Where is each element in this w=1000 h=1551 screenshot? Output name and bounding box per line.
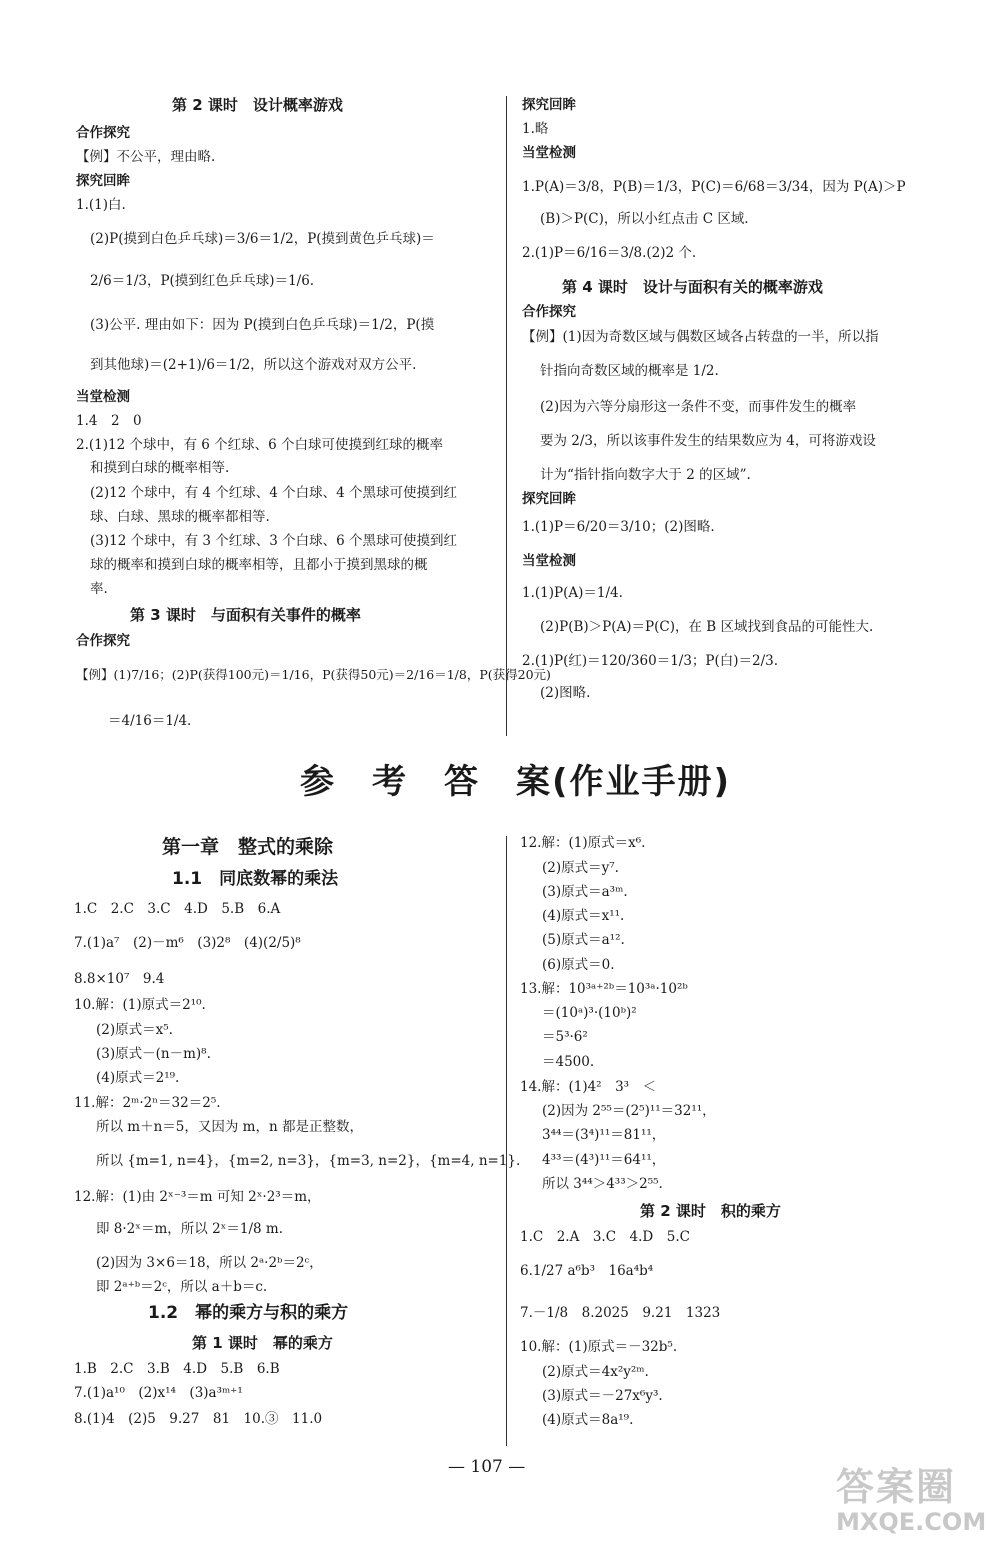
text-line: 和摸到白球的概率相等. (90, 460, 230, 476)
section-heading: 探究回眸 (522, 491, 576, 507)
section-heading: 探究回眸 (76, 173, 130, 189)
text-line: 【例】(1)因为奇数区域与偶数区域各占转盘的一半，所以指 (522, 329, 879, 345)
text-line: 即 8·2ˣ＝m，所以 2ˣ＝1/8 m. (96, 1221, 283, 1237)
text-line: 12.解：(1)由 2ˣ⁻³＝m 可知 2ˣ·2³＝m， (74, 1189, 321, 1205)
lesson-2-title: 第 2 课时 设计概率游戏 (172, 96, 343, 114)
text-line: 8.(1)4 (2)5 9.27 81 10.③ 11.0 (74, 1411, 323, 1427)
section-heading: 当堂检测 (522, 553, 576, 569)
text-line: 1.B 2.C 3.B 4.D 5.B 6.B (74, 1361, 280, 1377)
text-line: 7.(1)a⁷ (2)－m⁶ (3)2⁸ (4)(2/5)⁸ (74, 935, 301, 951)
text-line: 1.(1)P(A)＝1/4. (522, 585, 623, 601)
text-line: (4)原式＝x¹¹. (542, 908, 625, 924)
text-line: 10.解：(1)原式＝－32b⁵. (520, 1339, 678, 1355)
text-line: 1.4 2 0 (76, 413, 142, 429)
text-line: ＝5³·6² (542, 1029, 588, 1045)
text-line: 2/6＝1/3，P(摸到红色乒乓球)＝1/6. (90, 273, 315, 289)
lesson-3-title: 第 3 课时 与面积有关事件的概率 (130, 606, 361, 624)
answer-banner: 参 考 答 案(作业手册) (300, 762, 732, 802)
text-line: 球的概率和摸到白球的概率相等，且都小于摸到黑球的概 (90, 557, 428, 573)
text-line: 即 2ᵃ⁺ᵇ＝2ᶜ，所以 a＋b＝c. (96, 1279, 268, 1295)
text-line: (2)12 个球中，有 4 个红球、4 个白球、4 个黑球可使摸到红 (90, 485, 458, 501)
text-line: 计为“指针指向数字大于 2 的区域”. (540, 467, 751, 483)
text-line: 13.解：10³ᵃ⁺²ᵇ＝10³ᵃ·10²ᵇ (520, 981, 688, 997)
text-line: (2)P(摸到白色乒乓球)＝3/6＝1/2，P(摸到黄色乒乓球)＝ (90, 231, 435, 247)
text-line: (3)原式－(n－m)⁸. (96, 1046, 211, 1062)
text-line: 7.－1/8 8.2025 9.21 1323 (520, 1305, 721, 1321)
text-line: 8.8×10⁷ 9.4 (74, 971, 165, 987)
chapter-title: 第一章 整式的乘除 (162, 836, 334, 858)
text-line: (6)原式＝0. (542, 957, 615, 973)
text-line: 1.C 2.A 3.C 4.D 5.C (520, 1229, 690, 1245)
text-line: 1.略 (522, 121, 549, 137)
text-line: 【例】不公平，理由略. (76, 149, 216, 165)
page-number: — 107 — (448, 1457, 526, 1477)
section-1-1-title: 1.1 同底数幂的乘法 (172, 869, 339, 889)
lesson-4-title: 第 4 课时 设计与面积有关的概率游戏 (562, 278, 823, 296)
text-line: (2)P(B)＞P(A)＝P(C)，在 B 区域找到食品的可能性大. (540, 619, 874, 635)
column-divider (506, 96, 507, 736)
text-line: (4)原式＝2¹⁹. (96, 1070, 180, 1086)
text-line: 1.(1)白. (76, 197, 126, 213)
text-line: 【例】(1)7/16；(2)P(获得100元)＝1/16，P(获得50元)＝2/16＝1/8，P(获得20元) (76, 667, 551, 682)
text-line: 11.解：2ᵐ·2ⁿ＝32＝2⁵. (74, 1095, 221, 1111)
text-line: ＝(10ᵃ)³·(10ᵇ)² (542, 1005, 637, 1021)
text-line: 1.P(A)＝3/8，P(B)＝1/3，P(C)＝6/68＝3/34，因为 P(A)＞P (522, 179, 906, 195)
section-heading: 合作探究 (76, 633, 130, 649)
text-line: 所以 {m=1, n=4}，{m=2, n=3}，{m=3, n=2}，{m=4, n=1}. (96, 1153, 521, 1169)
text-line: 到其他球)＝(2+1)/6＝1/2，所以这个游戏对双方公平. (90, 357, 417, 373)
text-line: 10.解：(1)原式＝2¹⁰. (74, 997, 206, 1013)
text-line: (B)＞P(C)，所以小红点击 C 区域. (540, 211, 749, 227)
text-line: (2)原式＝y⁷. (542, 860, 619, 876)
watermark-url: MXQE.COM (836, 1508, 987, 1536)
text-line: 3⁴⁴＝(3⁴)¹¹＝81¹¹， (542, 1127, 666, 1143)
lesson-1-title: 第 1 课时 幂的乘方 (192, 1334, 333, 1352)
text-line: (2)因为 3×6＝18，所以 2ᵃ·2ᵇ＝2ᶜ， (96, 1255, 323, 1271)
text-line: (3)原式＝a³ᵐ. (542, 884, 628, 900)
section-1-2-title: 1.2 幂的乘方与积的乘方 (148, 1303, 349, 1323)
lesson-2b-title: 第 2 课时 积的乘方 (640, 1202, 781, 1220)
section-heading: 合作探究 (76, 125, 130, 141)
section-heading: 合作探究 (522, 304, 576, 320)
text-line: (5)原式＝a¹². (542, 932, 625, 948)
text-line: 7.(1)a¹⁰ (2)x¹⁴ (3)a³ᵐ⁺¹ (74, 1385, 243, 1401)
text-line: (2)原式＝4x²y²ᵐ. (542, 1364, 649, 1380)
text-line: 2.(1)P(红)＝120/360＝1/3；P(白)＝2/3. (522, 653, 779, 669)
column-divider (506, 836, 507, 1446)
text-line: 4³³＝(4³)¹¹＝64¹¹， (542, 1152, 666, 1168)
text-line: 球、白球、黑球的概率都相等. (90, 509, 270, 525)
text-line: 6.1/27 a⁶b³ 16a⁴b⁴ (520, 1263, 654, 1279)
text-line: ＝4/16＝1/4. (108, 713, 192, 729)
text-line: (2)图略. (540, 685, 591, 701)
text-line: 要为 2/3，所以该事件发生的结果数应为 4，可将游戏设 (540, 433, 876, 449)
text-line: (4)原式＝8a¹⁹. (542, 1412, 634, 1428)
text-line: (2)因为 2⁵⁵＝(2⁵)¹¹＝32¹¹， (542, 1103, 716, 1119)
text-line: (3)公平. 理由如下：因为 P(摸到白色乒乓球)＝1/2，P(摸 (90, 317, 435, 333)
text-line: 率. (90, 581, 108, 597)
text-line: (3)原式＝－27x⁶y³. (542, 1388, 663, 1404)
text-line: (3)12 个球中，有 3 个红球、3 个白球、6 个黑球可使摸到红 (90, 533, 458, 549)
text-line: 12.解：(1)原式＝x⁶. (520, 835, 646, 851)
section-heading: 当堂检测 (522, 145, 576, 161)
section-heading: 当堂检测 (76, 389, 130, 405)
text-line: 针指向奇数区域的概率是 1/2. (540, 363, 719, 379)
text-line: 14.解：(1)4² 3³ ＜ (520, 1079, 657, 1095)
text-line: 2.(1)P＝6/16＝3/8.(2)2 个. (522, 245, 697, 261)
text-line: 1.(1)P＝6/20＝3/10；(2)图略. (522, 519, 715, 535)
text-line: ＝4500. (542, 1054, 595, 1070)
text-line: 1.C 2.C 3.C 4.D 5.B 6.A (74, 901, 281, 917)
text-line: 所以 m＋n＝5，又因为 m，n 都是正整数， (96, 1119, 363, 1135)
section-heading: 探究回眸 (522, 97, 576, 113)
text-line: (2)因为六等分扇形这一条件不变，而事件发生的概率 (540, 399, 857, 415)
watermark-logo: 答案圈 (836, 1465, 957, 1509)
text-line: 2.(1)12 个球中，有 6 个红球、6 个白球可使摸到红球的概率 (76, 437, 444, 453)
text-line: 所以 3⁴⁴＞4³³＞2⁵⁵. (542, 1176, 663, 1192)
text-line: (2)原式＝x⁵. (96, 1022, 173, 1038)
